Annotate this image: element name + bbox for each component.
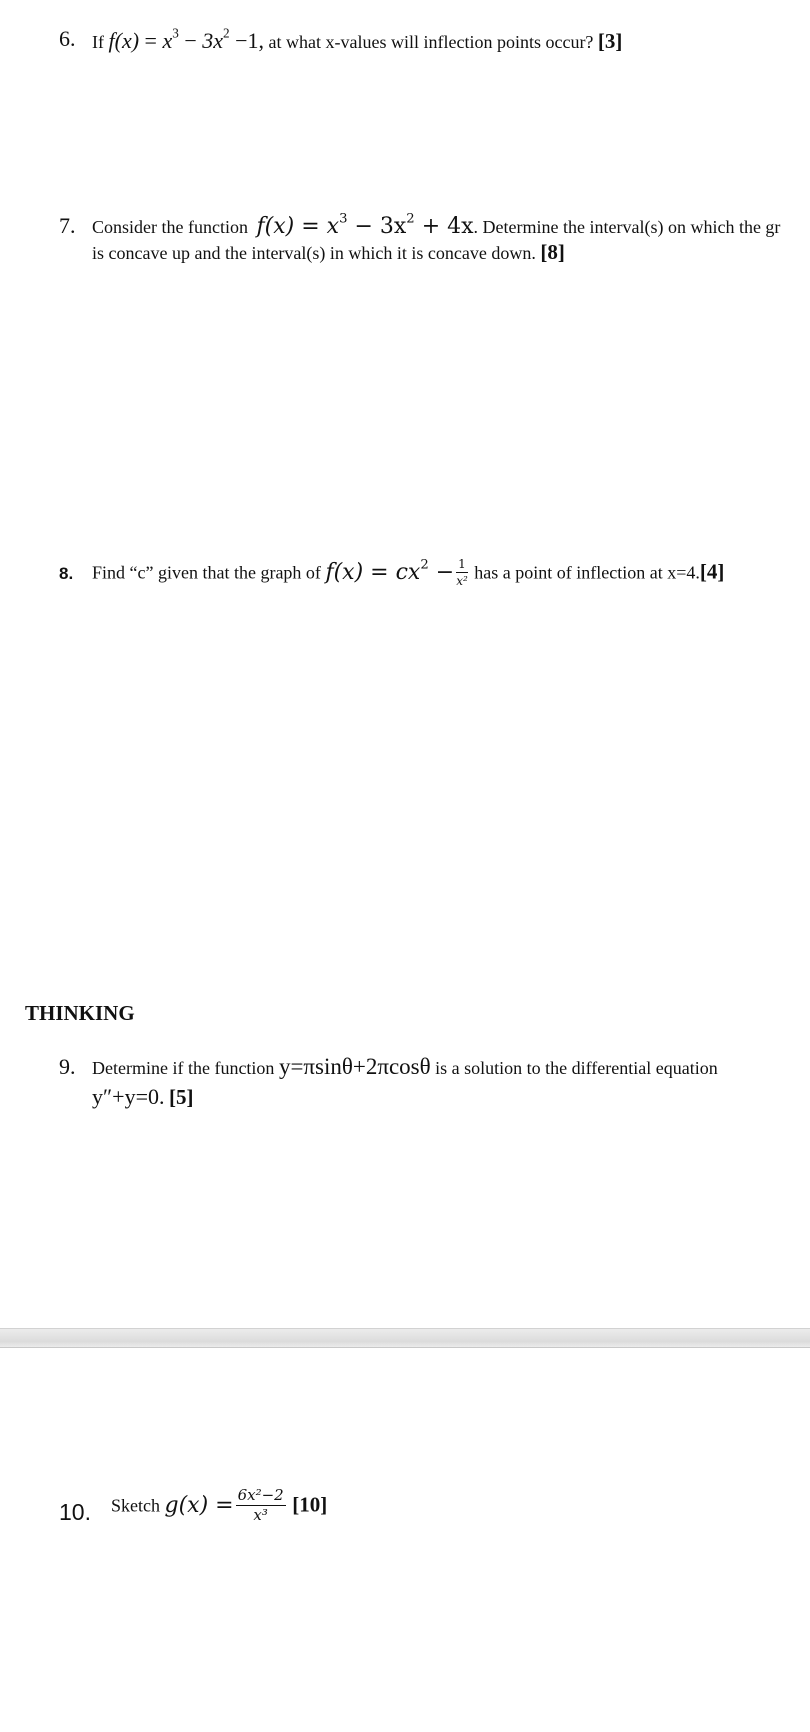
question-number: 9. <box>59 1054 76 1079</box>
question-text: Find “c” given that the graph of $f(x) = cx^2$ − $\frac{1}{\text{x²}}$ has a point of inflection at x=4.[4] <box>92 556 725 588</box>
math-expression: g(x) = $\frac{\text{6x²−2}}{\text{x³}}$ <box>164 1486 284 1524</box>
question-text: Determine if the function y=πsinθ+2πcosθ is a solution to the differential equation <box>92 1054 718 1079</box>
marks-value: [8] <box>540 240 565 264</box>
math-expression: $f(x) = x^3 - 3x^2 -1$, <box>108 25 265 53</box>
question-number: 6. <box>59 26 76 51</box>
question-text: Consider the function $f(x) = x^3 - 3x^2 + 4x$. Determine the interval(s) on which the gr <box>92 211 781 239</box>
section-heading: THINKING <box>25 1001 135 1025</box>
fraction: $\frac{1}{\text{x²}}$ <box>456 557 468 588</box>
marks-value: [4] <box>699 559 725 584</box>
question-number: 8. <box>59 564 74 583</box>
fraction: $\frac{\text{6x²−2}}{\text{x³}}$ <box>237 1486 284 1524</box>
math-expression: $f(x) = cx^2$ − $\frac{1}{\text{x²}}$ <box>325 556 468 588</box>
question-text-line-2: is concave up and the interval(s) in which it is concave down. [8] <box>92 240 565 264</box>
question-text-line-2: y″+y=0. [5] <box>92 1084 194 1109</box>
marks-value: [3] <box>597 29 623 53</box>
question-number: 7. <box>59 213 76 238</box>
question-text: Sketch g(x) = $\frac{\text{6x²−2}}{\text{x³}}$ [10] <box>111 1486 328 1524</box>
question-text: If $f(x) = x^3 - 3x^2 -1$, at what x-values will inflection points occur? [3] <box>92 25 623 53</box>
question-number: 10. <box>59 1499 91 1525</box>
page-divider <box>0 1328 810 1348</box>
math-expression: y=πsinθ+2πcosθ <box>278 1054 431 1079</box>
math-expression: $f(x) = x^3 - 3x^2 + 4x$ <box>256 211 474 239</box>
marks-value: [5] <box>168 1085 194 1109</box>
marks-value: [10] <box>292 1492 328 1517</box>
